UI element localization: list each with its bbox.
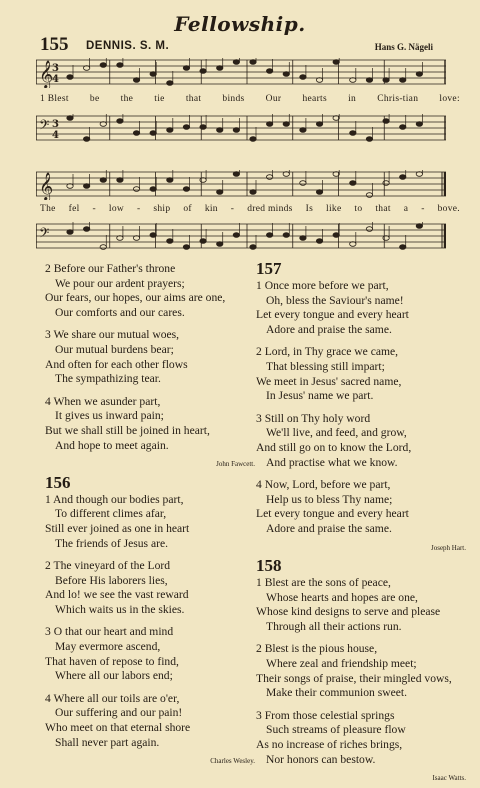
hymn-157-verses	[256, 279, 466, 537]
verse	[45, 395, 255, 453]
note-head	[133, 187, 139, 192]
verse-line: 2 Lord, in Thy grace we came,	[256, 345, 399, 359]
author-credit-158: Isaac Watts.	[432, 774, 466, 783]
left-column	[45, 262, 255, 771]
verse-line: Help us to bless Thy name;	[266, 492, 393, 506]
lyric-syllable: a	[403, 204, 409, 214]
verse	[45, 625, 255, 683]
lyric-syllable: low	[108, 204, 125, 214]
note-head	[100, 245, 106, 250]
verse-line: In Jesus' name we part.	[266, 389, 374, 403]
verse-line: 4 When we asunder part,	[45, 394, 161, 408]
svg-text:4: 4	[52, 130, 59, 141]
note-head	[300, 236, 306, 241]
verse-line: We pour our ardent prayers;	[55, 276, 185, 290]
verse-line: Our mutual burdens bear;	[55, 342, 174, 356]
verse-line: May evermore ascend,	[55, 640, 161, 654]
note-head	[316, 122, 322, 127]
verse-line: Who meet on that eternal shore	[45, 721, 191, 735]
verse	[256, 642, 466, 700]
verse-line: 1 Blest are the sons of peace,	[256, 576, 391, 590]
note-head	[167, 128, 173, 133]
verse-line: Where all our labors end;	[55, 669, 173, 683]
lyric-syllable: love:	[439, 94, 460, 104]
note-head	[350, 181, 356, 186]
note-head	[67, 116, 73, 121]
verse-line: Let every tongue and every heart	[256, 507, 409, 521]
note-head	[266, 175, 272, 180]
author-credit-157: Joseph Hart.	[431, 543, 466, 552]
note-head	[416, 122, 422, 127]
note-head	[133, 78, 139, 83]
verse-line: 3 From those celestial springs	[256, 708, 395, 722]
verse-line: Adore and praise the same.	[266, 322, 392, 336]
verse-line: Oh, bless the Saviour's name!	[266, 293, 404, 307]
lyric-syllable: tie	[154, 94, 165, 104]
note-head	[366, 78, 372, 83]
note-head	[83, 227, 89, 232]
verse-line: 3 We share our mutual woes,	[45, 328, 180, 342]
note-head	[266, 69, 272, 74]
note-head	[217, 242, 223, 247]
verse-line: Their songs of praise, their mingled vows,	[256, 671, 452, 685]
tune-name: DENNIS. S. M.	[86, 40, 170, 52]
hymn-number-157: 157	[256, 259, 282, 278]
note-head	[233, 172, 239, 177]
note-head	[217, 190, 223, 195]
svg-text:3: 3	[52, 63, 59, 74]
hymn-number-158: 158	[256, 556, 282, 576]
verse-line: And hope to meet again.	[55, 438, 169, 452]
svg-text:4: 4	[52, 74, 59, 85]
verse-line: Our suffering and our pain!	[55, 706, 183, 720]
lyric-syllable: that	[375, 204, 391, 214]
verse-line: That haven of repose to find,	[45, 654, 179, 668]
lyric-syllable: -	[421, 204, 425, 214]
verse-line: 2 The vineyard of the Lord	[45, 559, 171, 573]
hymn-155-verses	[45, 262, 255, 453]
verse-line: The friends of Jesus are.	[55, 536, 168, 550]
verse-line: Which waits us in the skies.	[55, 602, 185, 616]
lyric-syllable: 1 Blest	[40, 94, 69, 104]
lyric-syllable: The	[40, 204, 56, 214]
lyric-syllable: of	[183, 204, 192, 214]
note-head	[167, 178, 173, 183]
author-credit-155: John Fawcett.	[216, 460, 255, 469]
verse-line: Nor honors can bestow.	[266, 752, 376, 766]
note-head	[117, 63, 123, 68]
lyric-syllable: that	[185, 94, 202, 104]
note-head	[217, 128, 223, 133]
verse-line: Our comforts and our cares.	[55, 305, 185, 319]
verse	[256, 345, 466, 403]
verse-line: Before His laborers lies,	[55, 573, 168, 587]
note-head	[67, 75, 73, 80]
verse	[256, 412, 466, 470]
verse-line: Make their communion sweet.	[266, 686, 408, 700]
note-head	[183, 66, 189, 71]
verse	[256, 576, 466, 634]
music-staff-bass-1	[36, 114, 446, 144]
lyric-syllable: -	[230, 204, 235, 214]
verse-line: Let every tongue and every heart	[256, 308, 409, 322]
lyric-syllable: like	[326, 204, 342, 214]
lyric-line-2	[40, 204, 460, 214]
verse-line: To different climes afar,	[55, 507, 167, 521]
note-head	[233, 60, 239, 65]
note-head	[400, 175, 406, 180]
note-head	[300, 128, 306, 133]
verse-line: Whose hearts and hopes are one,	[266, 590, 418, 604]
verse	[256, 709, 466, 767]
verse-line: We'll live, and feed, and grow,	[266, 426, 407, 440]
verse-line: But we shall still be joined in heart,	[45, 423, 210, 437]
verse-line: The sympathizing tear.	[55, 372, 161, 386]
music-staff-bass-2	[36, 222, 446, 252]
note-head	[250, 245, 256, 250]
note-head	[300, 181, 306, 186]
note-head	[283, 72, 289, 77]
note-head	[83, 184, 89, 189]
lyric-syllable: -	[136, 204, 141, 214]
note-head	[100, 63, 106, 68]
verse-line: It gives us inward pain;	[55, 409, 164, 423]
right-column	[256, 258, 466, 788]
note-head	[283, 122, 289, 127]
verse-line: Where zeal and friendship meet;	[266, 657, 417, 671]
hymn-156-verses	[45, 493, 255, 751]
section-title: Fellowship.	[174, 12, 306, 36]
note-head	[266, 122, 272, 127]
note-head	[400, 125, 406, 130]
hymn-number-156: 156	[45, 472, 71, 492]
lyric-syllable: bove.	[437, 204, 460, 214]
verse	[45, 328, 255, 386]
verse-line: 1 Once more before we part,	[256, 279, 389, 292]
note-head	[250, 60, 256, 65]
note-head	[83, 137, 89, 142]
note-head	[233, 128, 239, 133]
lyric-line-1	[40, 94, 460, 104]
lyric-syllable: Our	[265, 94, 282, 104]
note-head	[366, 137, 372, 142]
note-head	[416, 224, 422, 229]
verse-line: 4 Where all our toils are o'er,	[45, 691, 180, 705]
note-head	[283, 233, 289, 238]
verse-line: As no increase of riches brings,	[256, 738, 403, 752]
note-head	[400, 245, 406, 250]
note-head	[366, 193, 372, 198]
hymn-158-verses	[256, 576, 466, 767]
verse-line: And lo! we see the vast reward	[45, 588, 189, 602]
verse	[45, 262, 255, 320]
lyric-syllable: kin	[204, 204, 218, 214]
note-head	[250, 137, 256, 142]
note-head	[416, 72, 422, 77]
note-head	[400, 78, 406, 83]
verse-line: And still go on to know the Lord,	[256, 440, 412, 454]
svg-text:𝄢: 𝄢	[39, 117, 50, 136]
lyric-syllable: -	[92, 204, 96, 214]
lyric-syllable: Is	[305, 204, 314, 214]
author-credit-156: Charles Wesley.	[210, 757, 255, 766]
hymn-number-155: 155	[40, 34, 69, 55]
svg-text:𝄞: 𝄞	[39, 172, 54, 200]
verse-line: 1 And though our bodies part,	[45, 492, 184, 506]
note-head	[316, 239, 322, 244]
lyric-syllable: Chris-tian	[377, 94, 419, 104]
note-head	[67, 230, 73, 235]
note-head	[250, 190, 256, 195]
note-head	[167, 239, 173, 244]
note-head	[117, 119, 123, 124]
note-head	[300, 75, 306, 80]
verse-line: 3 Still on Thy holy word	[256, 411, 371, 425]
lyric-syllable: fel	[68, 204, 80, 214]
note-head	[117, 178, 123, 183]
note-head	[183, 245, 189, 250]
music-staff-treble-1	[36, 58, 446, 88]
note-head	[183, 125, 189, 130]
verse-line: 2 Blest is the pious house,	[256, 642, 378, 656]
lyric-syllable: hearts	[302, 94, 327, 104]
verse-line: Still ever joined as one in heart	[45, 521, 190, 535]
verse-line: Adore and praise the same.	[266, 521, 392, 535]
note-head	[266, 233, 272, 238]
verse-line: Through all their actions run.	[266, 619, 402, 633]
verse-line: 2 Before our Father's throne	[45, 262, 176, 275]
verse	[256, 279, 466, 337]
lyric-syllable: be	[89, 94, 100, 104]
verse-line: And often for each other flows	[45, 357, 188, 371]
verse	[45, 559, 255, 617]
note-head	[316, 190, 322, 195]
lyric-syllable: ship	[153, 204, 171, 214]
lyric-syllable: in	[348, 94, 357, 104]
verse-line: Shall never part again.	[55, 735, 160, 749]
svg-text:𝄢: 𝄢	[39, 225, 50, 244]
verse-line: 3 O that our heart and mind	[45, 625, 174, 639]
verse-line: Whose kind designs to serve and please	[256, 605, 441, 619]
note-head	[217, 66, 223, 71]
verse-line: And practise what we know.	[266, 455, 398, 469]
verse-line: That blessing still impart;	[266, 359, 385, 373]
verse-line: 4 Now, Lord, before we part,	[256, 478, 391, 492]
verse	[45, 692, 255, 750]
note-head	[183, 187, 189, 192]
verse	[256, 478, 466, 536]
note-head	[350, 131, 356, 136]
note-head	[100, 178, 106, 183]
verse-line: We meet in Jesus' sacred name,	[256, 374, 402, 388]
lyric-syllable: binds	[222, 94, 245, 104]
music-staff-treble-2	[36, 170, 446, 200]
svg-text:3: 3	[52, 119, 59, 130]
note-head	[133, 131, 139, 136]
svg-text:𝄞: 𝄞	[39, 60, 54, 88]
lyric-syllable: to	[354, 204, 363, 214]
verse-line: Our fears, our hopes, our aims are one,	[45, 291, 226, 305]
verse-line: Such streams of pleasure flow	[266, 723, 406, 737]
composer-credit: Hans G. Nägeli	[374, 42, 433, 52]
lyric-syllable: the	[120, 94, 134, 104]
note-head	[167, 81, 173, 86]
verse	[45, 493, 255, 551]
lyric-syllable: dred minds	[247, 204, 293, 214]
note-head	[366, 227, 372, 232]
note-head	[233, 233, 239, 238]
